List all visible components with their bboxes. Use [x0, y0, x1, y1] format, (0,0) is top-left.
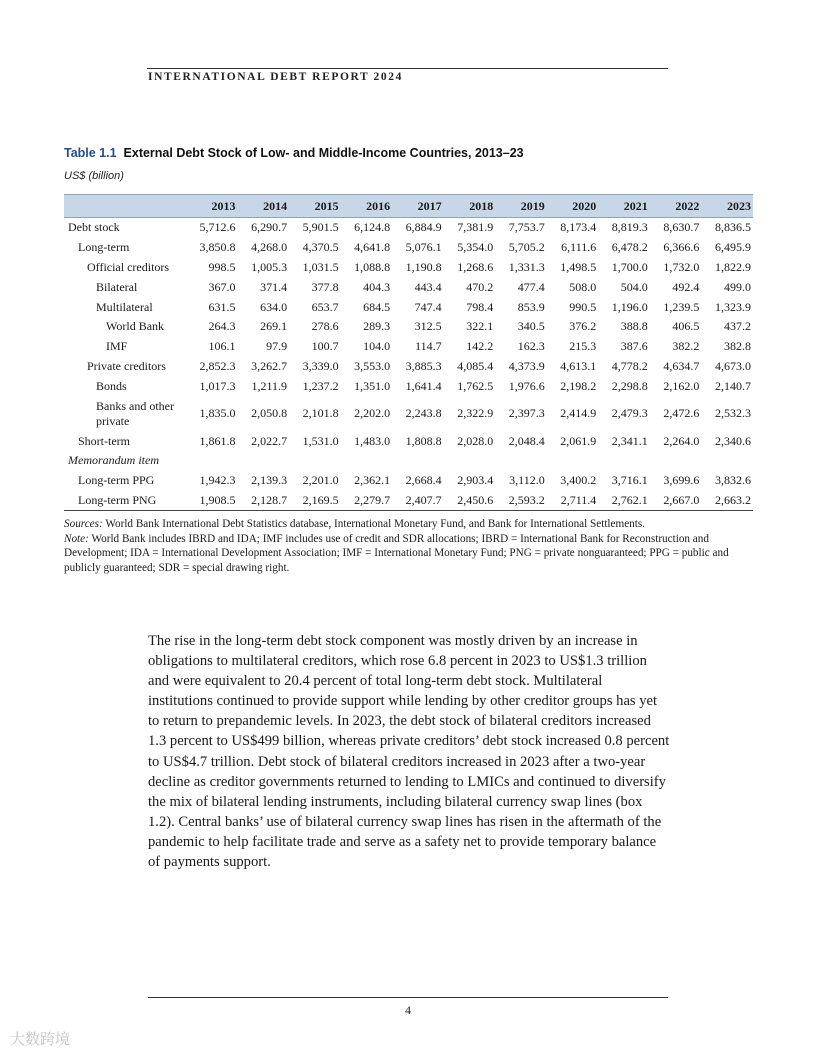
year-header: 2014	[238, 195, 290, 218]
row-label: Short-term	[78, 433, 130, 448]
table-cell: 990.5	[569, 299, 597, 314]
table-cell: 3,885.3	[405, 358, 442, 373]
year-header: 2016	[341, 195, 393, 218]
table-cell: 2,407.7	[392, 491, 444, 511]
table-cell: 7,381.9	[457, 220, 494, 235]
year-header: 2017	[392, 195, 444, 218]
table-cell: 1,237.2	[302, 378, 339, 393]
table-title-text: External Debt Stock of Low- and Middle-Income Countries, 2013–23	[123, 146, 524, 160]
table-cell: 1,822.9	[715, 259, 751, 274]
table-cell: 508.0	[569, 279, 597, 294]
table-title	[64, 146, 524, 160]
table-cell: 2,028.0	[457, 433, 494, 448]
table-cell: 162.3	[517, 339, 545, 354]
row-label: World Bank	[106, 319, 165, 334]
table-cell: 2,201.0	[302, 473, 339, 488]
table-cell: 2,128.7	[238, 491, 290, 511]
table-row	[64, 238, 753, 258]
table-cell: 387.6	[620, 339, 648, 354]
table-cell: 4,778.2	[611, 358, 648, 373]
table-cell: 1,196.0	[611, 299, 648, 314]
table-cell: 1,211.9	[251, 378, 288, 393]
table-cell: 269.1	[260, 319, 288, 334]
table-cell: 312.5	[414, 319, 442, 334]
table-cell: 382.8	[724, 339, 751, 354]
table-cell: 340.5	[517, 319, 545, 334]
table-cell: 382.2	[672, 339, 700, 354]
table-cell: 4,268.0	[251, 240, 288, 255]
row-label: Bonds	[96, 378, 127, 393]
table-row	[64, 297, 753, 317]
table-cell: 2,762.1	[598, 491, 650, 511]
table-cell: 3,262.7	[251, 358, 288, 373]
table-cell: 747.4	[414, 299, 442, 314]
table-cell: 2,472.6	[663, 406, 700, 421]
year-header: 2015	[289, 195, 341, 218]
table-cell: 8,630.7	[663, 220, 700, 235]
watermark: 大数跨境	[10, 1030, 71, 1048]
table-cell: 2,061.9	[560, 433, 597, 448]
table-cell: 634.0	[260, 299, 288, 314]
table-row	[64, 357, 753, 377]
table-cell: 1,331.3	[508, 259, 545, 274]
row-label: Long-term PPG	[78, 473, 155, 488]
table-cell: 2,341.1	[611, 433, 648, 448]
table-cell: 2,169.5	[289, 491, 341, 511]
table-cell: 2,198.2	[560, 378, 597, 393]
table-cell: 2,048.4	[508, 433, 545, 448]
table-cell: 6,495.9	[715, 240, 751, 255]
table-cell: 4,634.7	[663, 358, 700, 373]
year-header: 2019	[495, 195, 547, 218]
table-cell: 470.2	[466, 279, 494, 294]
table-cell: 106.1	[208, 339, 236, 354]
footer-rule	[148, 997, 668, 998]
table-cell: 322.1	[466, 319, 494, 334]
table-cell: 404.3	[363, 279, 391, 294]
table-cell: 477.4	[517, 279, 545, 294]
year-header: 2022	[650, 195, 702, 218]
table-header-row	[64, 195, 753, 218]
table-cell: 1,908.5	[186, 491, 238, 511]
table-row	[64, 317, 753, 337]
table-cell: 5,076.1	[405, 240, 442, 255]
table-cell: 3,112.0	[509, 473, 545, 488]
table-cell: 4,673.0	[715, 358, 751, 373]
table-cell: 1,268.6	[457, 259, 494, 274]
table-cell: 6,366.6	[663, 240, 700, 255]
table-cell: 2,362.1	[354, 473, 391, 488]
table-cell: 377.8	[311, 279, 339, 294]
table-cell: 2,663.2	[701, 491, 753, 511]
table-cell: 1,861.8	[199, 433, 236, 448]
row-label: IMF	[106, 339, 128, 354]
table-cell: 371.4	[260, 279, 288, 294]
table-cell: 7,753.7	[508, 220, 545, 235]
table-cell: 278.6	[311, 319, 339, 334]
table-cell: 388.8	[620, 319, 648, 334]
header-blank-cell	[64, 195, 186, 218]
table-cell: 8,836.5	[715, 220, 751, 235]
table-cell: 2,340.6	[715, 433, 751, 448]
year-header: 2013	[186, 195, 238, 218]
table-cell: 376.2	[569, 319, 597, 334]
page-number: 4	[405, 1003, 411, 1017]
table-cell: 3,400.2	[560, 473, 597, 488]
row-label: Long-term	[78, 240, 130, 255]
table-cell: 1,239.5	[663, 299, 700, 314]
table-cell: 2,414.9	[560, 406, 597, 421]
abbrev-note: Note: World Bank includes IBRD and IDA; IMF includes use of credit and SDR allocations; IBRD = International Bank for Reconstruction and Development; IDA = International Development Association; IMF = International Monetary Fund; PNG = private nonguaranteed; PPG = public and publicly guaranteed; SDR = special drawing right.	[64, 532, 729, 574]
table-row	[64, 396, 753, 431]
table-cell: 1,017.3	[199, 378, 236, 393]
table-cell: 1,942.3	[199, 473, 236, 488]
debt-stock-table	[64, 194, 753, 511]
table-cell: 684.5	[363, 299, 391, 314]
table-cell: 367.0	[208, 279, 236, 294]
table-cell: 998.5	[208, 259, 236, 274]
table-row	[64, 491, 753, 511]
table-number: Table 1.1	[64, 146, 117, 160]
table-cell: 2,903.4	[457, 473, 494, 488]
table-cell: 6,290.7	[251, 220, 288, 235]
table-cell: 5,705.2	[508, 240, 545, 255]
table-cell: 2,667.0	[650, 491, 702, 511]
table-cell: 1,323.9	[715, 299, 751, 314]
table-cell: 215.3	[569, 339, 597, 354]
row-label: Memorandum item	[68, 453, 159, 468]
table-row	[64, 337, 753, 357]
row-label: Banks and other private	[96, 398, 174, 428]
table-cell: 406.5	[672, 319, 700, 334]
table-cell: 3,699.6	[663, 473, 700, 488]
table-cell: 1,498.5	[560, 259, 597, 274]
table-cell: 1,483.0	[354, 433, 391, 448]
table-units: US$ (billion)	[64, 170, 124, 182]
table-cell: 2,139.3	[251, 473, 288, 488]
table-cell: 5,712.6	[199, 220, 236, 235]
table-cell: 1,762.5	[457, 378, 494, 393]
year-header: 2021	[598, 195, 650, 218]
table-cell: 6,111.6	[561, 240, 597, 255]
table-notes	[64, 517, 754, 575]
table-cell: 2,298.8	[611, 378, 648, 393]
table-row	[64, 258, 753, 278]
table-cell: 2,322.9	[457, 406, 494, 421]
table-cell: 3,716.1	[611, 473, 648, 488]
table-cell: 2,264.0	[663, 433, 700, 448]
table-cell: 6,478.2	[611, 240, 648, 255]
running-header: INTERNATIONAL DEBT REPORT 2024	[148, 71, 403, 83]
table-cell: 6,124.8	[354, 220, 391, 235]
table-cell: 142.2	[466, 339, 494, 354]
table-cell: 1,976.6	[508, 378, 545, 393]
table-cell: 3,832.6	[715, 473, 751, 488]
table-row	[64, 218, 753, 238]
table-cell: 2,479.3	[611, 406, 648, 421]
table-cell: 653.7	[311, 299, 339, 314]
table-cell: 2,852.3	[199, 358, 236, 373]
row-label: Private creditors	[87, 358, 166, 373]
table-row	[64, 471, 753, 491]
table-cell: 3,553.0	[354, 358, 391, 373]
table-row	[64, 277, 753, 297]
table-cell: 1,351.0	[354, 378, 391, 393]
table-cell: 2,140.7	[715, 378, 751, 393]
header-rule	[147, 68, 668, 69]
table-cell: 1,700.0	[611, 259, 648, 274]
table-row	[64, 431, 753, 451]
row-label: Official creditors	[87, 259, 170, 274]
table-cell: 853.9	[517, 299, 545, 314]
table-cell: 437.2	[724, 319, 751, 334]
table-cell: 492.4	[672, 279, 700, 294]
table-cell: 4,085.4	[457, 358, 494, 373]
table-cell: 1,641.4	[405, 378, 442, 393]
table-cell: 2,243.8	[405, 406, 442, 421]
table-cell: 2,162.0	[663, 378, 700, 393]
table-cell: 4,373.9	[508, 358, 545, 373]
table-cell: 631.5	[208, 299, 236, 314]
table-cell: 2,050.8	[251, 406, 288, 421]
table-cell: 2,101.8	[302, 406, 339, 421]
table-cell: 2,593.2	[495, 491, 547, 511]
table-cell: 289.3	[363, 319, 391, 334]
table-cell: 3,850.8	[199, 240, 236, 255]
table-cell: 100.7	[311, 339, 339, 354]
table-row	[64, 451, 753, 471]
table-cell: 2,202.0	[354, 406, 391, 421]
table-cell: 2,450.6	[444, 491, 496, 511]
table-cell: 443.4	[414, 279, 442, 294]
row-label: Multilateral	[96, 299, 153, 314]
table-cell: 1,190.8	[405, 259, 442, 274]
table-cell: 4,613.1	[560, 358, 597, 373]
year-header: 2018	[444, 195, 496, 218]
table-cell: 8,173.4	[560, 220, 597, 235]
table-cell: 2,532.3	[715, 406, 751, 421]
table-cell: 1,531.0	[302, 433, 339, 448]
table-cell: 504.0	[620, 279, 648, 294]
table-cell: 1,005.3	[251, 259, 288, 274]
row-label: Long-term PNG	[64, 491, 186, 511]
table-cell: 264.3	[208, 319, 236, 334]
table-cell: 2,022.7	[251, 433, 288, 448]
table-cell: 8,819.3	[611, 220, 648, 235]
table-cell: 798.4	[466, 299, 494, 314]
table-cell: 499.0	[724, 279, 751, 294]
table-cell: 2,668.4	[405, 473, 442, 488]
sources-note: Sources: World Bank International Debt Statistics database, International Monetary Fund, and Bank for International Settlements.	[64, 518, 646, 530]
table-cell: 5,354.0	[457, 240, 494, 255]
table-cell: 104.0	[363, 339, 391, 354]
table-cell: 1,088.8	[354, 259, 391, 274]
table-cell: 4,370.5	[302, 240, 339, 255]
table-cell: 2,397.3	[508, 406, 545, 421]
table-cell: 1,732.0	[663, 259, 700, 274]
table-cell: 1,808.8	[405, 433, 442, 448]
table-cell: 1,835.0	[199, 406, 236, 421]
year-header: 2020	[547, 195, 599, 218]
table-cell: 3,339.0	[302, 358, 339, 373]
table-cell: 2,279.7	[341, 491, 393, 511]
table-cell: 97.9	[266, 339, 288, 354]
table-row	[64, 376, 753, 396]
row-label: Bilateral	[96, 279, 138, 294]
year-header: 2023	[701, 195, 753, 218]
table-cell: 2,711.4	[547, 491, 599, 511]
row-label: Debt stock	[68, 220, 120, 235]
table-cell: 1,031.5	[302, 259, 339, 274]
table-cell: 6,884.9	[405, 220, 442, 235]
table-cell: 5,901.5	[302, 220, 339, 235]
table-cell: 114.7	[415, 339, 442, 354]
body-paragraph: The rise in the long-term debt stock component was mostly driven by an increase in obligations to multilateral creditors, which rose 6.8 percent in 2023 to US$1.3 trillion and were equivalent to 20.4 percent of total long-term debt stock. Multilateral institutions continued to provide support while lending by other creditor groups has yet to return to prepandemic levels. In 2023, the debt stock of bilateral creditors increased 1.3 percent to US$499 billion, whereas private creditors’ debt stock increased 0.8 percent to US$4.7 trillion. Debt stock of bilateral creditors increased in 2023 after a two-year decline as creditor governments returned to lending to LMICs and continued to diversify the mix of bilateral lending instruments, including bilateral currency swap lines (box 1.2). Central banks’ use of bilateral currency swap lines has risen in the aftermath of the pandemic to help facilitate trade and serve as a safety net to provide temporary balance of payments support.	[148, 633, 670, 871]
table-cell: 4,641.8	[354, 240, 391, 255]
